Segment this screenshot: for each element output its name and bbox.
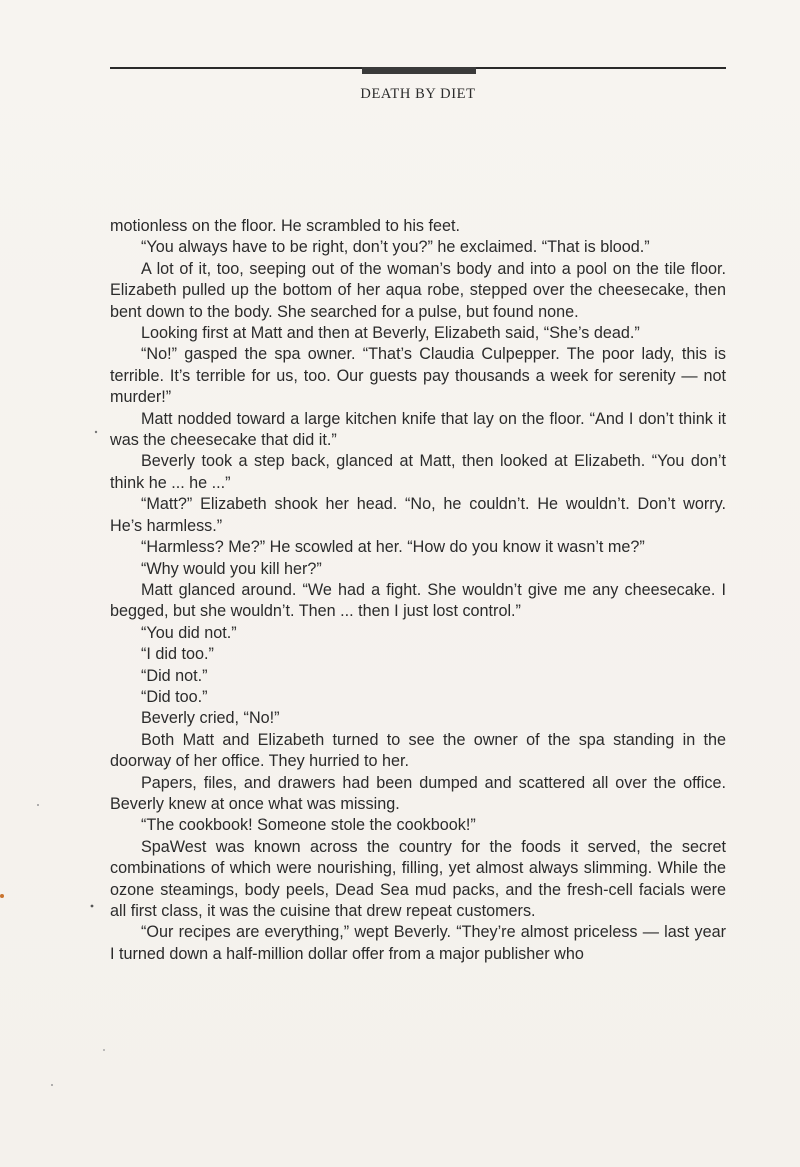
paragraph: “You always have to be right, don’t you?” he exclaimed. “That is blood.” <box>141 238 650 257</box>
running-head: DEATH BY DIET <box>360 86 476 102</box>
paragraph: “The cookbook! Someone stole the cookbook!” <box>141 816 476 835</box>
paragraph: “Our recipes are everything,” wept Beverly. “They’re almost priceless — last year I turned down a half-million dollar offer from a major publisher who <box>110 923 726 963</box>
paragraph: Both Matt and Elizabeth turned to see the owner of the spa standing in the doorway of her office. They hurried to her. <box>110 730 726 771</box>
header-rule-block <box>362 67 476 74</box>
paragraph: A lot of it, too, seeping out of the woman’s body and into a pool on the tile floor. Elizabeth pulled up the bottom of her aqua robe, stepped over the cheesecake, then bent down to the body. She searched for a pulse, but found none. <box>110 259 726 321</box>
paragraph: Beverly took a step back, glanced at Matt, then looked at Elizabeth. “You don’t think he ... he ...” <box>110 452 726 492</box>
paragraph: Matt glanced around. “We had a fight. She wouldn’t give me any cheesecake. I begged, but she wouldn’t. Then ... then I just lost control.” <box>110 580 726 621</box>
paragraph: “You did not.” <box>141 623 237 642</box>
paragraph: motionless on the floor. He scrambled to his feet. <box>110 217 461 235</box>
paragraph: “Why would you kill her?” <box>141 559 322 578</box>
paragraph: “No!” gasped the spa owner. “That’s Claudia Culpepper. The poor lady, this is terrible. It’s terrible for us, too. Our guests pay thousands a week for serenity — not murder!” <box>110 345 726 407</box>
paragraph: “Matt?” Elizabeth shook her head. “No, he couldn’t. He wouldn’t. Don’t worry. He’s harmless.” <box>110 495 726 535</box>
paragraph: Looking first at Matt and then at Beverly, Elizabeth said, “She’s dead.” <box>141 324 640 343</box>
paragraph: Matt nodded toward a large kitchen knife that lay on the floor. “And I don’t think it was the cheesecake that did it.” <box>110 409 726 450</box>
paragraph: SpaWest was known across the country for the foods it served, the secret combinations of which were nourishing, filling, yet almost always slimming. While the ozone steamings, body peels, Dead Sea mud packs, and the fresh-cell facials were all first class, it was the cuisine that drew repeat customers. <box>110 837 726 920</box>
paragraph: “I did too.” <box>141 645 214 664</box>
paragraph: “Harmless? Me?” He scowled at her. “How do you know it wasn’t me?” <box>141 538 645 557</box>
paragraph: “Did not.” <box>141 666 208 685</box>
paragraph: “Did too.” <box>141 687 208 706</box>
body-text <box>110 216 726 965</box>
paragraph: Papers, files, and drawers had been dumped and scattered all over the office. Beverly knew at once what was missing. <box>110 773 726 813</box>
paragraph: Beverly cried, “No!” <box>141 709 280 728</box>
